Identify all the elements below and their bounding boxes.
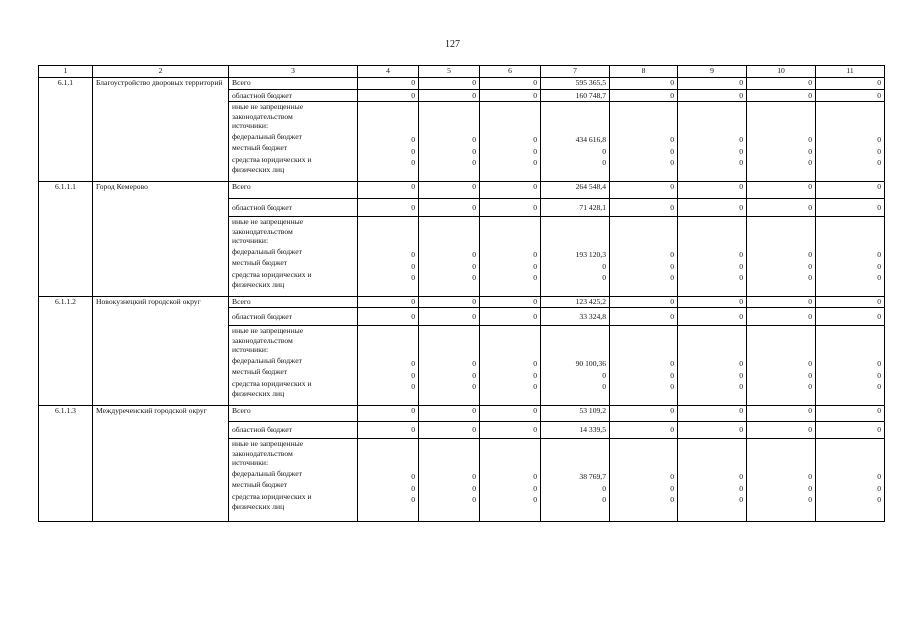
value-legal: 0 <box>670 158 674 168</box>
value-legal: 0 <box>472 382 476 392</box>
item-number: 6.1.1.1 <box>39 182 93 297</box>
value-cell: 0 <box>358 199 419 217</box>
value-local: 0 <box>808 483 812 493</box>
source-label-legal: средства юридических и физических лиц <box>232 154 312 174</box>
value-cell: 0 <box>816 422 885 439</box>
value-cell: 0 <box>678 308 747 326</box>
value-stack <box>816 439 885 522</box>
value-cell: 0 <box>610 297 678 308</box>
value-federal: 0 <box>808 250 812 259</box>
value-cell: 0 <box>610 199 678 217</box>
value-federal: 0 <box>670 250 674 259</box>
value-stack <box>541 102 610 182</box>
source-label-total: Всего <box>229 78 358 90</box>
value-local: 0 <box>472 146 476 156</box>
value-local: 0 <box>739 261 743 271</box>
value-legal: 0 <box>411 158 415 168</box>
value-legal: 0 <box>739 382 743 392</box>
value-stack <box>610 217 678 297</box>
value-cell: 0 <box>747 297 816 308</box>
value-legal: 0 <box>670 382 674 392</box>
value-federal: 0 <box>472 359 476 368</box>
value-cell: 0 <box>747 78 816 90</box>
source-label-federal: федеральный бюджет <box>232 355 302 365</box>
value-legal: 0 <box>602 273 606 283</box>
value-local: 0 <box>602 483 606 493</box>
column-header: 3 <box>229 66 358 78</box>
value-legal: 0 <box>533 382 537 392</box>
value-local: 0 <box>877 483 881 493</box>
column-header: 7 <box>541 66 610 78</box>
value-stack <box>541 439 610 522</box>
value-cell: 595 365,5 <box>541 78 610 90</box>
value-legal: 0 <box>602 495 606 505</box>
value-stack <box>678 326 747 406</box>
value-cell: 0 <box>419 199 480 217</box>
source-label-oblast: областной бюджет <box>229 90 358 102</box>
value-cell: 0 <box>816 297 885 308</box>
value-cell: 0 <box>816 406 885 422</box>
value-local: 0 <box>411 146 415 156</box>
value-legal: 0 <box>670 495 674 505</box>
value-stack <box>358 102 419 182</box>
value-federal: 0 <box>808 472 812 481</box>
value-cell: 0 <box>678 78 747 90</box>
value-cell: 0 <box>747 422 816 439</box>
column-number-row <box>39 66 885 78</box>
item-name: Благоустройство дворовых территорий <box>93 78 229 182</box>
value-local: 0 <box>877 261 881 271</box>
source-label-local: местный бюджет <box>232 480 288 490</box>
value-legal: 0 <box>411 495 415 505</box>
value-local: 0 <box>472 370 476 380</box>
value-cell: 0 <box>816 182 885 199</box>
value-federal: 0 <box>808 359 812 368</box>
source-label-other: иные не запрещенные законодательством источники: <box>232 102 304 131</box>
value-federal: 0 <box>533 250 537 259</box>
value-cell: 0 <box>419 182 480 199</box>
value-stack <box>816 102 885 182</box>
table-body <box>39 78 885 522</box>
column-header: 6 <box>480 66 541 78</box>
column-header: 2 <box>93 66 229 78</box>
value-federal: 0 <box>670 359 674 368</box>
value-stack <box>747 326 816 406</box>
value-legal: 0 <box>602 382 606 392</box>
value-federal: 0 <box>739 250 743 259</box>
value-cell: 0 <box>610 308 678 326</box>
value-cell: 0 <box>358 182 419 199</box>
value-stack <box>747 102 816 182</box>
source-label-local: местный бюджет <box>232 143 288 153</box>
item-number: 6.1.1.2 <box>39 297 93 406</box>
value-local: 0 <box>808 261 812 271</box>
value-local: 0 <box>472 261 476 271</box>
value-stack <box>419 439 480 522</box>
value-cell: 0 <box>678 406 747 422</box>
column-header: 11 <box>816 66 885 78</box>
value-federal: 0 <box>533 472 537 481</box>
value-local: 0 <box>533 483 537 493</box>
value-federal: 0 <box>877 250 881 259</box>
value-cell: 0 <box>816 90 885 102</box>
value-cell: 0 <box>358 78 419 90</box>
value-cell: 0 <box>419 297 480 308</box>
value-stack <box>610 326 678 406</box>
value-stack <box>541 217 610 297</box>
value-legal: 0 <box>739 273 743 283</box>
value-local: 0 <box>739 483 743 493</box>
budget-table <box>38 65 885 522</box>
value-cell: 0 <box>358 308 419 326</box>
source-label-oblast: областной бюджет <box>229 308 358 326</box>
value-stack <box>610 102 678 182</box>
value-stack <box>610 439 678 522</box>
value-cell: 0 <box>678 90 747 102</box>
value-cell: 264 548,4 <box>541 182 610 199</box>
value-local: 0 <box>533 370 537 380</box>
value-cell: 14 339,5 <box>541 422 610 439</box>
value-legal: 0 <box>411 382 415 392</box>
value-legal: 0 <box>411 273 415 283</box>
source-labels <box>229 102 358 182</box>
value-stack <box>480 102 541 182</box>
value-legal: 0 <box>877 382 881 392</box>
value-cell: 0 <box>419 90 480 102</box>
value-federal: 0 <box>877 472 881 481</box>
value-cell: 0 <box>419 78 480 90</box>
value-local: 0 <box>877 146 881 156</box>
value-local: 0 <box>739 146 743 156</box>
item-number: 6.1.1.3 <box>39 406 93 522</box>
source-label-oblast: областной бюджет <box>229 422 358 439</box>
value-cell: 0 <box>480 406 541 422</box>
value-cell: 0 <box>358 422 419 439</box>
value-legal: 0 <box>472 273 476 283</box>
source-label-other: иные не запрещенные законодательством источники: <box>232 217 304 246</box>
value-federal: 0 <box>533 359 537 368</box>
value-cell: 0 <box>678 199 747 217</box>
value-cell: 0 <box>678 297 747 308</box>
value-cell: 0 <box>480 78 541 90</box>
value-cell: 33 324,8 <box>541 308 610 326</box>
value-local: 0 <box>670 146 674 156</box>
page-number: 127 <box>445 39 460 50</box>
column-header: 1 <box>39 66 93 78</box>
source-label-other: иные не запрещенные законодательством источники: <box>232 439 304 468</box>
value-legal: 0 <box>533 495 537 505</box>
value-federal: 0 <box>808 135 812 144</box>
value-legal: 0 <box>670 273 674 283</box>
value-cell: 0 <box>480 199 541 217</box>
value-federal: 0 <box>739 359 743 368</box>
source-label-total: Всего <box>229 182 358 199</box>
value-federal: 0 <box>739 472 743 481</box>
value-cell: 53 109,2 <box>541 406 610 422</box>
value-cell: 0 <box>358 406 419 422</box>
source-label-legal: средства юридических и физических лиц <box>232 269 312 289</box>
value-stack <box>541 326 610 406</box>
value-cell: 0 <box>747 406 816 422</box>
value-local: 0 <box>411 261 415 271</box>
value-federal: 0 <box>472 135 476 144</box>
value-stack <box>358 217 419 297</box>
value-local: 0 <box>533 146 537 156</box>
value-cell: 160 748,7 <box>541 90 610 102</box>
source-label-total: Всего <box>229 406 358 422</box>
value-legal: 0 <box>739 495 743 505</box>
value-local: 0 <box>877 370 881 380</box>
source-labels <box>229 326 358 406</box>
value-stack <box>816 326 885 406</box>
value-federal: 0 <box>411 359 415 368</box>
source-label-federal: федеральный бюджет <box>232 246 302 256</box>
value-cell: 0 <box>610 90 678 102</box>
table-row-total <box>39 182 885 199</box>
item-number: 6.1.1 <box>39 78 93 182</box>
source-label-federal: федеральный бюджет <box>232 131 302 141</box>
source-labels <box>229 439 358 522</box>
value-cell: 0 <box>678 422 747 439</box>
value-stack <box>358 439 419 522</box>
value-cell: 0 <box>419 406 480 422</box>
column-header: 5 <box>419 66 480 78</box>
value-local: 0 <box>739 370 743 380</box>
value-cell: 0 <box>610 182 678 199</box>
item-name: Междуреченский городской округ <box>93 406 229 522</box>
value-cell: 0 <box>419 422 480 439</box>
item-name: Город Кемерово <box>93 182 229 297</box>
value-cell: 0 <box>610 422 678 439</box>
value-federal: 0 <box>739 135 743 144</box>
value-local: 0 <box>411 483 415 493</box>
table-row-total <box>39 297 885 308</box>
value-cell: 0 <box>816 78 885 90</box>
value-stack <box>480 439 541 522</box>
value-legal: 0 <box>808 382 812 392</box>
value-federal: 0 <box>670 472 674 481</box>
source-label-oblast: областной бюджет <box>229 199 358 217</box>
value-federal: 0 <box>411 472 415 481</box>
source-labels <box>229 217 358 297</box>
value-legal: 0 <box>877 273 881 283</box>
value-local: 0 <box>670 261 674 271</box>
value-federal: 0 <box>411 250 415 259</box>
value-local: 0 <box>808 146 812 156</box>
value-local: 0 <box>533 261 537 271</box>
value-stack <box>747 439 816 522</box>
value-local: 0 <box>602 261 606 271</box>
value-local: 0 <box>670 483 674 493</box>
value-legal: 0 <box>808 495 812 505</box>
value-stack <box>480 217 541 297</box>
value-stack <box>678 217 747 297</box>
value-federal: 0 <box>411 135 415 144</box>
value-legal: 0 <box>808 273 812 283</box>
value-cell: 0 <box>419 308 480 326</box>
value-stack <box>678 102 747 182</box>
value-cell: 71 428,1 <box>541 199 610 217</box>
value-legal: 0 <box>877 158 881 168</box>
value-legal: 0 <box>533 273 537 283</box>
value-federal: 38 769,7 <box>579 472 606 481</box>
value-cell: 123 425,2 <box>541 297 610 308</box>
value-federal: 0 <box>533 135 537 144</box>
source-label-local: местный бюджет <box>232 367 288 377</box>
value-cell: 0 <box>610 406 678 422</box>
value-federal: 193 120,3 <box>575 250 606 259</box>
value-federal: 0 <box>472 472 476 481</box>
value-local: 0 <box>411 370 415 380</box>
value-cell: 0 <box>816 199 885 217</box>
value-federal: 434 616,8 <box>575 135 606 144</box>
value-federal: 0 <box>877 135 881 144</box>
value-cell: 0 <box>816 308 885 326</box>
value-cell: 0 <box>678 182 747 199</box>
column-header: 8 <box>610 66 678 78</box>
source-label-legal: средства юридических и физических лиц <box>232 491 312 511</box>
value-cell: 0 <box>480 422 541 439</box>
value-cell: 0 <box>747 182 816 199</box>
value-cell: 0 <box>480 182 541 199</box>
value-legal: 0 <box>533 158 537 168</box>
value-legal: 0 <box>472 495 476 505</box>
value-local: 0 <box>602 146 606 156</box>
value-federal: 0 <box>472 250 476 259</box>
value-federal: 90 100,36 <box>575 359 606 368</box>
value-local: 0 <box>602 370 606 380</box>
value-legal: 0 <box>877 495 881 505</box>
value-cell: 0 <box>480 308 541 326</box>
table-row-total <box>39 406 885 422</box>
value-cell: 0 <box>480 90 541 102</box>
value-legal: 0 <box>739 158 743 168</box>
source-label-legal: средства юридических и физических лиц <box>232 378 312 398</box>
value-cell: 0 <box>358 90 419 102</box>
value-stack <box>419 102 480 182</box>
source-label-other: иные не запрещенные законодательством источники: <box>232 326 304 355</box>
column-header: 9 <box>678 66 747 78</box>
value-stack <box>678 439 747 522</box>
column-header: 4 <box>358 66 419 78</box>
item-name: Новокузнецкий городской округ <box>93 297 229 406</box>
value-stack <box>747 217 816 297</box>
value-stack <box>816 217 885 297</box>
value-cell: 0 <box>610 78 678 90</box>
value-cell: 0 <box>358 297 419 308</box>
value-cell: 0 <box>747 199 816 217</box>
source-label-local: местный бюджет <box>232 258 288 268</box>
value-cell: 0 <box>747 90 816 102</box>
value-cell: 0 <box>480 297 541 308</box>
value-legal: 0 <box>472 158 476 168</box>
value-stack <box>358 326 419 406</box>
source-label-total: Всего <box>229 297 358 308</box>
column-header: 10 <box>747 66 816 78</box>
value-local: 0 <box>670 370 674 380</box>
value-legal: 0 <box>602 158 606 168</box>
value-local: 0 <box>472 483 476 493</box>
value-federal: 0 <box>877 359 881 368</box>
source-label-federal: федеральный бюджет <box>232 468 302 478</box>
value-stack <box>419 217 480 297</box>
value-stack <box>480 326 541 406</box>
table-row-total <box>39 78 885 90</box>
value-stack <box>419 326 480 406</box>
value-legal: 0 <box>808 158 812 168</box>
value-federal: 0 <box>670 135 674 144</box>
value-local: 0 <box>808 370 812 380</box>
value-cell: 0 <box>747 308 816 326</box>
